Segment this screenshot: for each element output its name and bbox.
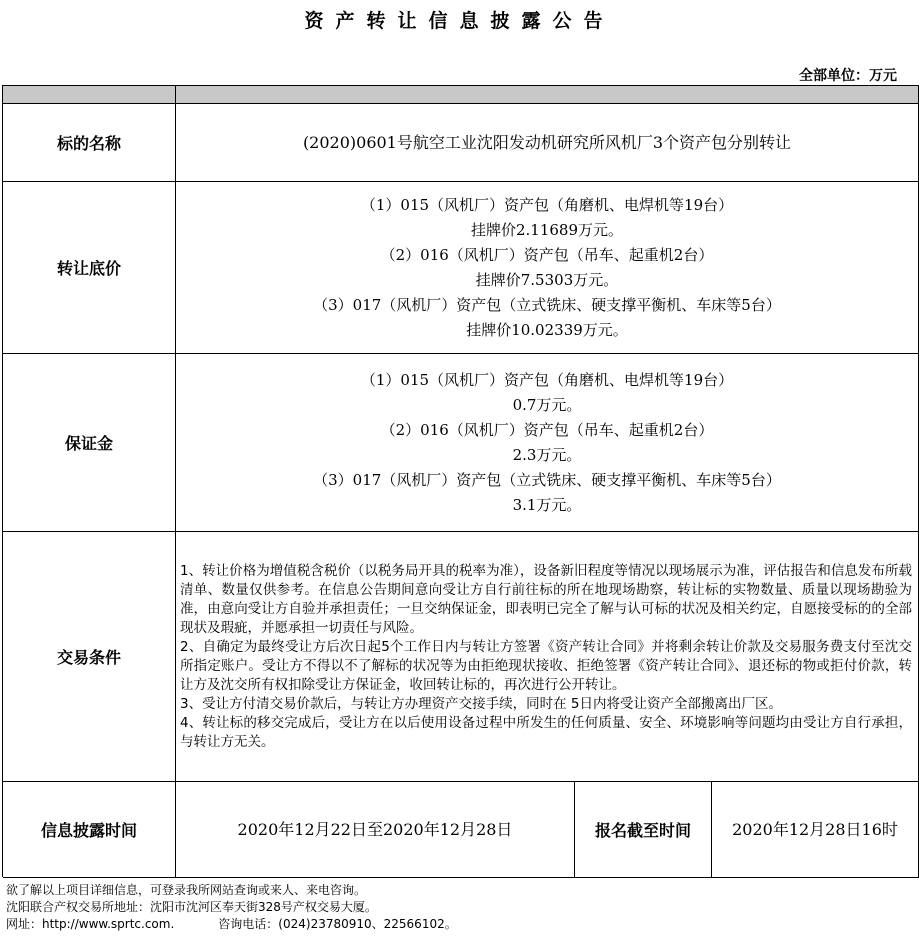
deposit-label: 保证金 xyxy=(3,354,176,532)
condition-item-1: 1、转让价格为增值税含税价（以税务局开具的税率为准），设备新旧程度等情况以现场展示为准，评估报告和信息发布所载清单、数量仅供参考。在信息公告期间意向受让方自行前往标的所在地现场勘察，转让标的实物数量、质量以现场勘验为准，由意向受让方自验并承担责任；一旦交纳保证金，即表明已完全了解与认可标的状况及相关约定，自愿接受标的的全部现状及瑕疵，并愿承担一切责任与风险。 xyxy=(180,562,912,636)
table-header-left xyxy=(3,86,176,104)
price-line-2: 挂牌价2.11689万元。 xyxy=(470,220,624,239)
footer-inquiry: 欲了解以上项目详细信息，可登录我所网站查询或来人、来电咨询。 xyxy=(6,883,367,897)
price-line-5: （3）017（风机厂）资产包（立式铣床、硬支撑平衡机、车床等5台） xyxy=(313,295,781,314)
conditions-text xyxy=(180,562,912,752)
deposit-line-2: 0.7万元。 xyxy=(512,395,582,414)
condition-item-2: 2、自确定为最终受让方后次日起5个工作日内与转让方签署《资产转让合同》并将剩余转让价款及交易服务费支付至沈交所指定账户。受让方不得以不了解标的状况等为由拒绝现状接收、拒绝签署《资产转让合同》、退还标的物或拒付价款，转让方及沈交所有权扣除受让方保证金，收回转让标的，再次进行公开转让。 xyxy=(180,638,912,693)
price-value xyxy=(176,182,919,354)
footer xyxy=(6,882,457,933)
deposit-line-1: （1）015（风机厂）资产包（角磨机、电焊机等19台） xyxy=(360,370,734,389)
price-line-6: 挂牌价10.02339万元。 xyxy=(466,320,628,339)
conditions-value xyxy=(176,532,919,782)
deadline-value: 2020年12月28日16时 xyxy=(712,782,919,878)
price-label: 转让底价 xyxy=(3,182,176,354)
conditions-label: 交易条件 xyxy=(3,532,176,782)
deposit-value xyxy=(176,354,919,532)
footer-phone: 咨询电话：(024)23780910、22566102。 xyxy=(218,917,457,931)
price-line-4: 挂牌价7.5303万元。 xyxy=(475,270,619,289)
disclosure-value: 2020年12月22日至2020年12月28日 xyxy=(176,782,575,878)
disclosure-table xyxy=(2,85,919,877)
unit-note: 全部单位：万元 xyxy=(799,68,897,84)
disclosure-label: 信息披露时间 xyxy=(3,782,176,878)
price-line-1: （1）015（风机厂）资产包（角磨机、电焊机等19台） xyxy=(360,195,734,214)
page-title: 资产转让信息披露公告 xyxy=(304,10,615,32)
table-header-right xyxy=(176,86,919,104)
deposit-line-3: （2）016（风机厂）资产包（吊车、起重机2台） xyxy=(380,420,714,439)
name-label: 标的名称 xyxy=(3,104,176,182)
price-line-3: （2）016（风机厂）资产包（吊车、起重机2台） xyxy=(380,245,714,264)
condition-item-3: 3、受让方付清交易价款后，与转让方办理资产交接手续，同时在 5日内将受让资产全部搬离出厂区。 xyxy=(180,695,782,712)
condition-item-4: 4、转让标的移交完成后，受让方在以后使用设备过程中所发生的任何质量、安全、环境影响等问题均由受让方自行承担，与转让方无关。 xyxy=(180,714,912,750)
name-value: (2020)0601号航空工业沈阳发动机研究所风机厂3个资产包分别转让 xyxy=(176,104,919,182)
deposit-line-5: （3）017（风机厂）资产包（立式铣床、硬支撑平衡机、车床等5台） xyxy=(313,470,781,489)
deposit-line-6: 3.1万元。 xyxy=(512,495,582,514)
footer-contact xyxy=(6,916,457,933)
footer-address: 沈阳联合产权交易所地址：沈阳市沈河区奉天街328号产权交易大厦。 xyxy=(6,900,377,914)
footer-website: 网址：http://www.sprtc.com. xyxy=(6,917,175,931)
deposit-line-4: 2.3万元。 xyxy=(512,445,582,464)
deadline-label: 报名截至时间 xyxy=(575,782,712,878)
